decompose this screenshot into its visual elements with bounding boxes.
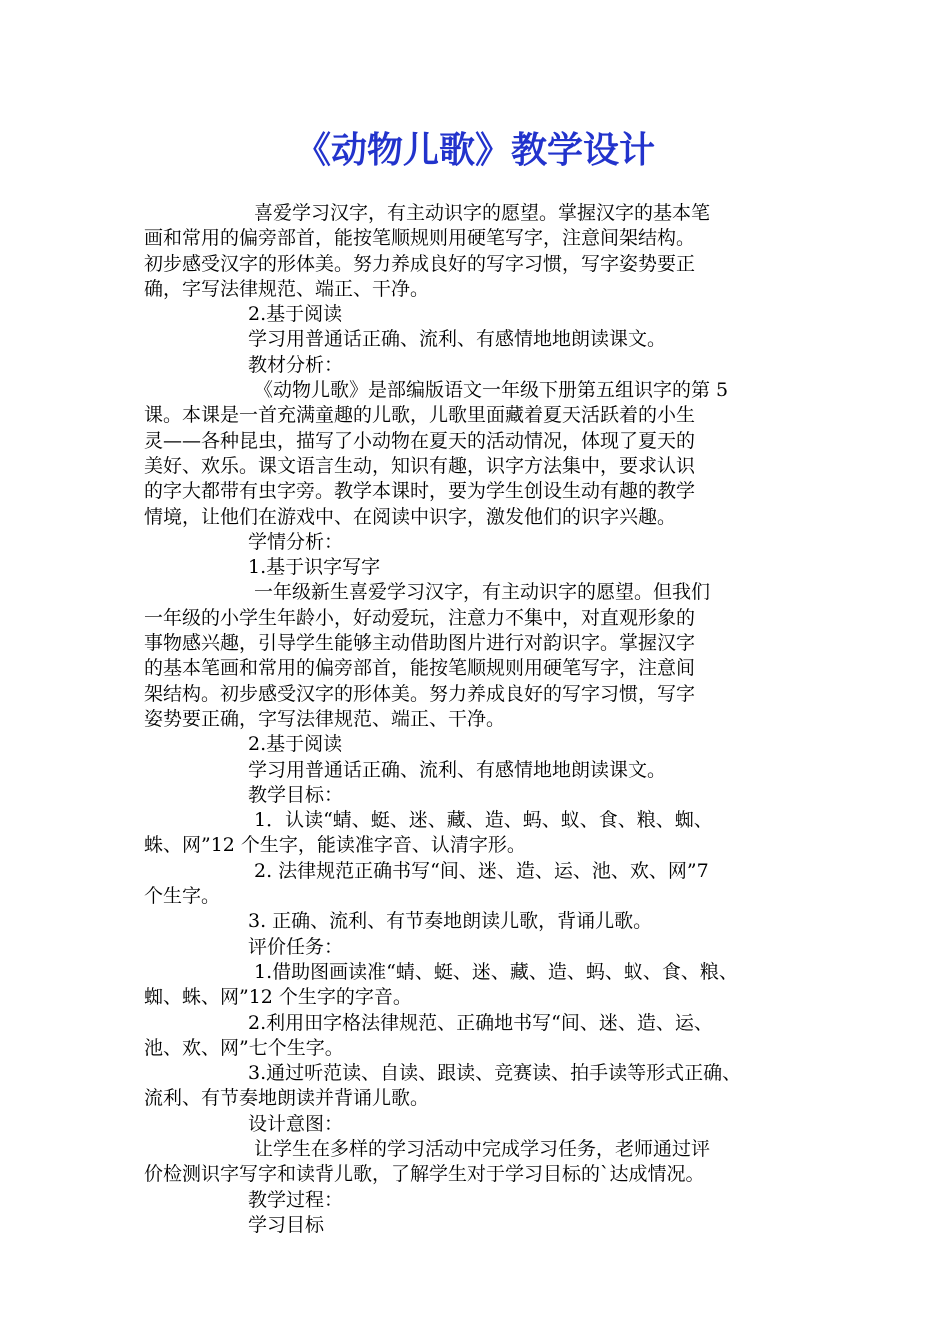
section-subheading: 2.基于阅读 (248, 733, 343, 756)
section-heading: 教学目标： (248, 783, 344, 806)
paragraph-line: 事物感兴趣，引导学生能够主动借助图片进行对韵识字。掌握汉字 (144, 632, 696, 655)
paragraph-line: 一年级新生喜爱学习汉字，有主动识字的愿望。但我们 (254, 581, 711, 604)
section-heading: 学情分析： (248, 530, 344, 553)
list-item-continuation: 蜘、蛛、网”12 个生字的字音。 (144, 986, 412, 1009)
section-subheading: 1.基于识字写字 (248, 556, 381, 579)
section-subheading: 2.基于阅读 (248, 303, 343, 326)
section-subheading: 学习目标 (248, 1213, 325, 1236)
section-heading: 教学过程： (248, 1188, 344, 1211)
paragraph-line: 美好、欢乐。课文语言生动，知识有趣，识字方法集中，要求认识 (144, 454, 696, 477)
paragraph-line: 学习用普通话正确、流利、有感情地地朗读课文。 (248, 328, 667, 351)
paragraph-line: 画和常用的偏旁部首，能按笔顺规则用硬笔写字，注意间架结构。 (144, 227, 696, 250)
paragraph-line: 架结构。初步感受汉字的形体美。努力养成良好的写字习惯，写字 (144, 682, 696, 705)
paragraph-line: 一年级的小学生年龄小，好动爱玩，注意力不集中，对直观形象的 (144, 606, 696, 629)
list-item: 2.利用田字格法律规范、正确地书写“间、迷、造、运、 (248, 1011, 713, 1034)
list-item: 1．认读“蜻、蜓、迷、藏、造、蚂、蚁、食、粮、蜘、 (254, 809, 713, 832)
paragraph-line: 灵——各种昆虫，描写了小动物在夏天的活动情况，体现了夏天的 (144, 429, 696, 452)
list-item-continuation: 个生字。 (144, 885, 221, 908)
list-item-continuation: 流利、有节奏地朗读并背诵儿歌。 (144, 1087, 430, 1110)
paragraph-line: 确，字写法律规范、端正、干净。 (144, 277, 430, 300)
paragraph-line: 情境，让他们在游戏中、在阅读中识字，激发他们的识字兴趣。 (144, 505, 677, 528)
paragraph-line: 喜爱学习汉字，有主动识字的愿望。掌握汉字的基本笔 (254, 202, 711, 224)
section-heading: 设计意图： (248, 1112, 344, 1135)
paragraph-line: 的基本笔画和常用的偏旁部首，能按笔顺规则用硬笔写字，注意间 (144, 657, 696, 680)
list-item: 3. 正确、流利、有节奏地朗读儿歌，背诵儿歌。 (248, 910, 653, 933)
document-title: 《动物儿歌》教学设计 (294, 130, 655, 171)
list-item-continuation: 蛛、网”12 个生字，能读准字音、认清字形。 (144, 834, 526, 857)
paragraph-line: 姿势要正确，字写法律规范、端正、干净。 (144, 707, 506, 730)
list-item: 2. 法律规范正确书写“间、迷、造、运、池、欢、网”7 (254, 859, 709, 882)
document-body (144, 201, 812, 1238)
paragraph-line: 价检测识字写字和读背儿歌，了解学生对于学习目标的`达成情况。 (144, 1163, 705, 1186)
list-item-continuation: 池、欢、网”七个生字。 (144, 1036, 344, 1059)
paragraph-line: 《动物儿歌》是部编版语文一年级下册第五组识字的第 5 (254, 379, 729, 402)
paragraph-line: 初步感受汉字的形体美。努力养成良好的写字习惯，写字姿势要正 (144, 252, 696, 275)
paragraph-line: 学习用普通话正确、流利、有感情地地朗读课文。 (248, 758, 667, 781)
section-heading: 评价任务： (248, 935, 344, 958)
list-item: 1.借助图画读准“蜻、蜓、迷、藏、造、蚂、蚁、食、粮、 (254, 960, 738, 983)
paragraph-line: 课。本课是一首充满童趣的儿歌，儿歌里面藏着夏天活跃着的小生 (144, 404, 696, 427)
section-heading: 教材分析： (248, 353, 344, 376)
paragraph-line: 的字大都带有虫字旁。教学本课时，要为学生创设生动有趣的教学 (144, 480, 696, 503)
paragraph-line: 让学生在多样的学习活动中完成学习任务，老师通过评 (254, 1137, 711, 1160)
list-item: 3.通过听范读、自读、跟读、竞赛读、拍手读等形式正确、 (248, 1062, 742, 1085)
